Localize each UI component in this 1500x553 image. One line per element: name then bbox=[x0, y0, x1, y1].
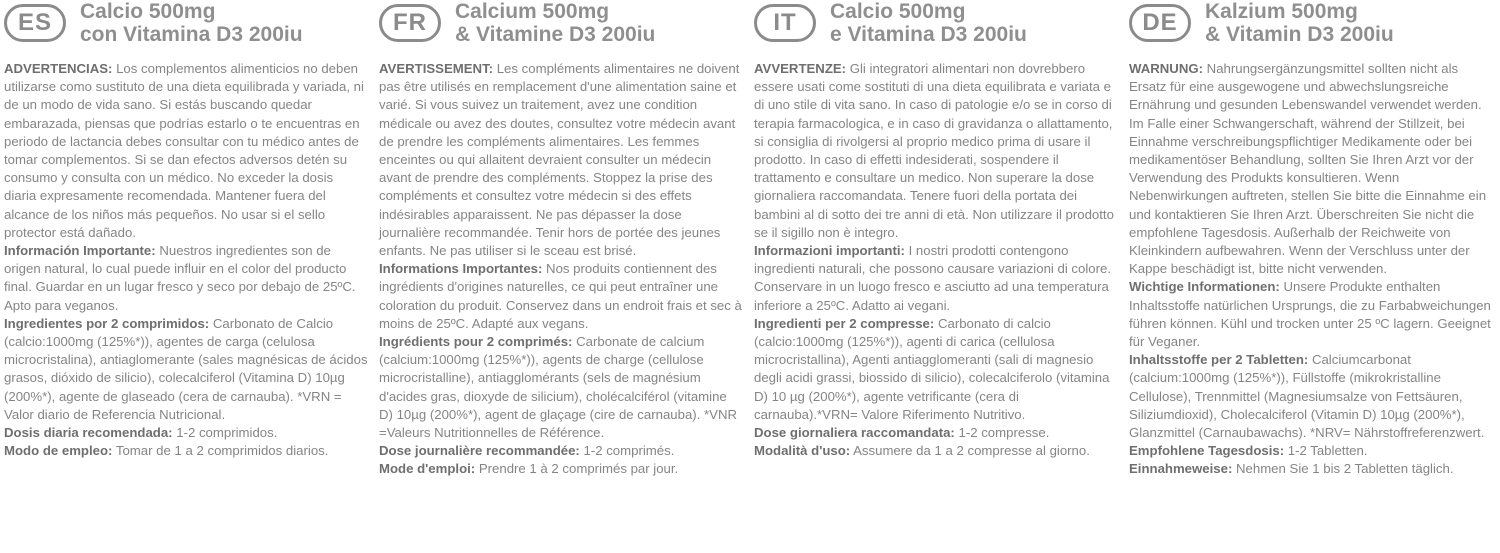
section-ingredients bbox=[379, 333, 744, 442]
language-badge: ES bbox=[4, 4, 66, 42]
language-badge: DE bbox=[1129, 4, 1191, 42]
section-text: I nostri prodotti contengono ingredienti naturali, che possono causare variazioni di colore. Conservare in un luogo fresco e asciutto ad una temperatura inferiore a 25ºC. Adatto ai vegani. bbox=[754, 243, 1112, 313]
section-label: Einnahmeweise: bbox=[1129, 461, 1233, 477]
section-important-info bbox=[1129, 278, 1494, 351]
section-text: Carbonato de Calcio (calcio:1000mg (125%*)), agentes de carga (celulosa microcristalina), antiaglomerante (sales magnésicas de ácidos grasos, dióxido de silicio), colecalciferol (Vitamina D) 10µg (200%*), agente de glaseado (cera de carnauba). *VRN = Valor diario de Referencia Nutricional. bbox=[4, 315, 368, 422]
label-text bbox=[754, 60, 1119, 460]
section-label: Dose journalière recommandée: bbox=[379, 443, 580, 459]
section-directions bbox=[4, 442, 369, 460]
product-title bbox=[830, 0, 1027, 46]
product-title bbox=[455, 0, 655, 46]
section-text: Nuestros ingredientes son de origen natural, lo cual puede influir en el color del producto final. Guardar en un lugar fresco y seco por debajo de 25ºC. Apto para veganos. bbox=[4, 243, 356, 313]
section-label: Ingrédients pour 2 comprimés: bbox=[379, 334, 573, 350]
section-label: Wichtige Informationen: bbox=[1129, 279, 1280, 295]
section-text: Nos produits contiennent des ingrédients d'origines naturelles, ce qui peut entraîner une coloration du produit. Conservez dans un endroit frais et sec à moins de 25ºC. Adapté aux vegans. bbox=[379, 261, 742, 331]
section-label: ADVERTENCIAS: bbox=[4, 61, 113, 76]
section-warnings bbox=[754, 60, 1119, 242]
section-text: Calciumcarbonat (calcium:1000mg (125%*)), Füllstoffe (mikrokristalline Cellulose), Trennmittel (Magnesiumsalze von Fettsäuren, Siliziumdioxid), Cholecalciferol (Vitamin D) 10µg (200%*), Glanzmittel (Carnaubawachs). *NRV= Nährstoffreferenzwert. bbox=[1129, 352, 1485, 441]
section-text: Carbonate de calcium (calcium:1000mg (125%*)), agents de charge (cellulose microcristalline), antiagglomérants (sels de magnésium d'acides gras, dioxyde de silicium), cholécalciférol (vitamine D) 10µg (200%*), agent de glaçage (cire de carnauba). *VNR =Valeurs Nutritionnelles de Référence. bbox=[379, 334, 737, 441]
section-daily-dose bbox=[1129, 442, 1494, 460]
label-text bbox=[1129, 60, 1494, 479]
label-text bbox=[4, 60, 369, 460]
section-label: Inhaltsstoffe per 2 Tabletten: bbox=[1129, 352, 1309, 368]
section-directions bbox=[379, 460, 744, 478]
column-de bbox=[1125, 0, 1500, 553]
section-text: 1-2 comprimidos. bbox=[172, 425, 278, 441]
section-label: Información Importante: bbox=[4, 243, 156, 259]
section-warnings bbox=[1129, 60, 1494, 278]
section-text: Los complementos alimenticios no deben utilizarse como sustituto de una dieta equilibrada y variada, ni de un modo de vida sano. Si estás buscando quedar embarazada, piensas que podrías estarlo o te encuentras en periodo de lactancia debes consultar con tu médico antes de tomar complementos. Si se dan efectos adversos detén su consumo y consulta con un médico. No exceder la dosis diaria expresamente recomendada. Mantener fuera del alcance de los niños más pequeños. No usar si el sello protector está dañado. bbox=[4, 61, 364, 240]
section-label: Ingredientes por 2 comprimidos: bbox=[4, 315, 210, 331]
section-label: AVERTISSEMENT: bbox=[379, 61, 494, 76]
language-badge: FR bbox=[379, 4, 441, 42]
title-line-2: con Vitamina D3 200iu bbox=[80, 23, 303, 46]
section-label: Modalità d'uso: bbox=[754, 443, 851, 459]
product-title bbox=[1205, 0, 1394, 46]
section-important-info bbox=[754, 242, 1119, 315]
title-line-2: & Vitamine D3 200iu bbox=[455, 23, 656, 46]
column-header bbox=[4, 0, 369, 60]
column-header bbox=[1129, 0, 1494, 60]
section-ingredients bbox=[754, 315, 1119, 424]
column-es bbox=[0, 0, 375, 553]
title-line-1: Calcio 500mg bbox=[80, 0, 216, 23]
title-line-1: Calcium 500mg bbox=[455, 0, 610, 23]
section-text: Carbonato di calcio (calcio:1000mg (125%*)), agenti di carica (cellulosa microcristallina), Agenti antiagglomeranti (sali di magnesio degli acidi grassi, biossido di silicio), colecalciferolo (vitamina D) 10 µg (200%*), agente vetrificante (cera di carnauba).*VRN= Valore Riferimento Nutritivo. bbox=[754, 315, 1110, 422]
column-header bbox=[754, 0, 1119, 60]
section-label: Modo de empleo: bbox=[4, 443, 113, 459]
section-text: Les compléments alimentaires ne doivent pas être utilisés en remplacement d'une alimentation saine et varié. Si vous suivez un traitement, avez une condition médicale ou avez des doutes, consultez votre médecin avant de prendre les compléments alimentaires. Les femmes enceintes ou qui allaitent devraient consulter un médecin avant de prendre des compléments. Stoppez la prise des compléments et consultez votre médecin si des effets indésirables apparaissent. Ne pas dépasser la dose journalière recommandée. Tenir hors de portée des jeunes enfants. Ne pas utiliser si le sceau est brisé. bbox=[379, 61, 740, 259]
product-title bbox=[80, 0, 303, 46]
title-line-2: & Vitamin D3 200iu bbox=[1205, 23, 1394, 46]
column-fr bbox=[375, 0, 750, 553]
section-text: Prendre 1 à 2 comprimés par jour. bbox=[475, 461, 679, 477]
section-important-info bbox=[4, 242, 369, 315]
section-label: Ingredienti per 2 compresse: bbox=[754, 315, 935, 331]
section-label: Mode d'emploi: bbox=[379, 461, 476, 477]
section-label: AVVERTENZE: bbox=[754, 61, 847, 76]
section-daily-dose bbox=[754, 424, 1119, 442]
section-text: Unsere Produkte enthalten Inhaltsstoffe natürlichen Ursprungs, die zu Farbabweichungen führen können. Kühl und trocken unter 25 ºC lagern. Geeignet für Veganer. bbox=[1129, 279, 1491, 350]
section-label: Dose giornaliera raccomandata: bbox=[754, 425, 955, 441]
section-text: Gli integratori alimentari non dovrebbero essere usati come sostituti di una dieta equilibrata e variata e di uno stile di vita sano. In caso di patologie e/o se in corso di terapia farmacologica, e in caso di gravidanza o allattamento, si consiglia di rivolgersi al proprio medico prima di usare il prodotto. In caso di effetti indesiderati, sospendere il trattamento e consultare un medico. Non superare la dose giornaliera raccomandata. Tenere fuori della portata dei bambini al di sotto dei tre anni di età. Non utilizzare il prodotto se il sigillo non è integro. bbox=[754, 61, 1114, 240]
section-text: Nahrungsergänzungsmittel sollten nicht als Ersatz für eine ausgewogene und abwechslungsreiche Ernährung und gesunden Lebenswandel verwendet werden. Im Falle einer Schwangerschaft, während der Stillzeit, bei Einnahme verschreibungspflichtiger Medikamente oder bei medikamentöser Behandlung, sollten Sie Ihren Arzt vor der Verwendung des Produkts konsultieren. Wenn Nebenwirkungen auftreten, stellen Sie bitte die Einnahme ein und kontaktieren Sie Ihren Arzt. Überschreiten Sie nicht die empfohlene Tagesdosis. Außerhalb der Reichweite von Kleinkindern aufbewahren. Wenn der Verschluss unter der Kappe beschädigt ist, bitte nicht verwenden. bbox=[1129, 61, 1487, 277]
section-label: Informations Importantes: bbox=[379, 261, 543, 277]
column-it bbox=[750, 0, 1125, 553]
section-daily-dose bbox=[4, 424, 369, 442]
section-ingredients bbox=[4, 315, 369, 424]
section-text: 1-2 Tabletten. bbox=[1284, 443, 1368, 459]
section-daily-dose bbox=[379, 442, 744, 460]
section-label: WARNUNG: bbox=[1129, 61, 1203, 76]
section-important-info bbox=[379, 260, 744, 333]
section-label: Dosis diaria recomendada: bbox=[4, 425, 173, 441]
section-text: Tomar de 1 a 2 comprimidos diarios. bbox=[112, 443, 329, 459]
section-directions bbox=[754, 442, 1119, 460]
section-label: Informazioni importanti: bbox=[754, 243, 905, 259]
section-text: 1-2 compresse. bbox=[954, 425, 1050, 441]
section-warnings bbox=[4, 60, 369, 242]
section-text: 1-2 comprimés. bbox=[579, 443, 675, 459]
title-line-2: e Vitamina D3 200iu bbox=[830, 23, 1027, 46]
section-text: Nehmen Sie 1 bis 2 Tabletten täglich. bbox=[1232, 461, 1454, 477]
label-text bbox=[379, 60, 744, 479]
section-directions bbox=[1129, 460, 1494, 478]
section-ingredients bbox=[1129, 351, 1494, 442]
column-header bbox=[379, 0, 744, 60]
title-line-1: Kalzium 500mg bbox=[1205, 0, 1358, 23]
language-badge: IT bbox=[754, 4, 816, 42]
section-text: Assumere da 1 a 2 compresse al giorno. bbox=[850, 443, 1090, 459]
title-line-1: Calcio 500mg bbox=[830, 0, 966, 23]
section-warnings bbox=[379, 60, 744, 260]
section-label: Empfohlene Tagesdosis: bbox=[1129, 443, 1285, 459]
